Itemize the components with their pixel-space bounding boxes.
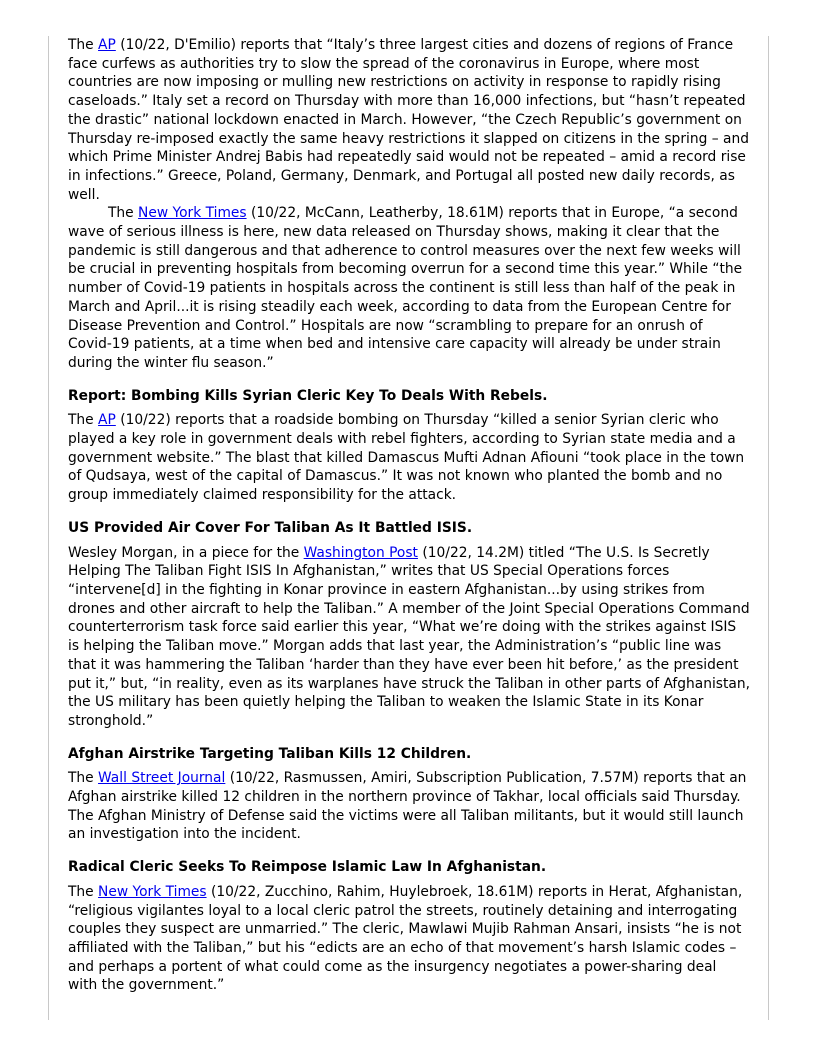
article-paragraph: The AP (10/22, D'Emilio) reports that “Italy’s three largest cities and dozens of regions of France face curfews as authorities try to slow the spread of the coronavirus in Europe, where most countries are now imposing or mulling new restrictions on activity in response to rapidly rising caseloads.” Italy set a record on Thursday with more than 16,000 infections, but “hasn’t repeated the drastic” national lockdown enacted in March. However, “the Czech Republic’s government on Thursday re-imposed exactly the same heavy restrictions it slapped on citizens in the spring – and which Prime Minister Andrej Babis had repeatedly said would not be repeated – amid a record rise in infections.” Greece, Poland, Germany, Denmark, and Portugal all posted new daily records, as well. bbox=[68, 37, 749, 203]
source-link-ap[interactable]: AP bbox=[98, 412, 116, 429]
article-paragraph: The AP (10/22) reports that a roadside bombing on Thursday “killed a senior Syrian cleric who played a key role in government deals with rebel fighters, according to Syrian state media and a government website.” The blast that killed Damascus Mufti Adnan Afiouni “took place in the town of Qudsaya, west of the capital of Damascus.” It was not known who planted the bomb and no group immediately claimed responsibility for the attack. bbox=[68, 412, 745, 504]
article-headline: Radical Cleric Seeks To Reimpose Islamic Law In Afghanistan. bbox=[68, 859, 547, 876]
source-link-new-york-times[interactable]: New York Times bbox=[98, 883, 207, 900]
article-paragraph: The New York Times (10/22, Zucchino, Rahim, Huylebroek, 18.61M) reports in Herat, Afghanistan, “religious vigilantes loyal to a local cleric patrol the streets, routinely detaining and interrogating couples they suspect are unmarried.” The cleric, Mawlawi Mujib Rahman Ansari, insists “he is not affiliated with the Taliban,” but his “edicts are an echo of that movement’s harsh Islamic codes – and perhaps a portent of what could come as the insurgency negotiates a power-sharing deal with the government.” bbox=[68, 883, 743, 994]
source-link-new-york-times[interactable]: New York Times bbox=[138, 205, 247, 222]
document-body bbox=[68, 36, 750, 995]
article-paragraph: Wesley Morgan, in a piece for the Washington Post (10/22, 14.2M) titled “The U.S. Is Secretly Helping The Taliban Fight ISIS In Afghanistan,” writes that US Special Operations forces “intervene[d] in the fighting in Konar province in eastern Afghanistan...by using strikes from drones and other aircraft to help the Taliban.” A member of the Joint Special Operations Command counterterrorism task force said earlier this year, “What we’re doing with the strikes against ISIS is helping the Taliban move.” Morgan adds that last year, the Administration’s “public line was that it was hammering the Taliban ‘harder than they have ever been hit before,’ as the president put it,” but, “in reality, even as its warplanes have struck the Taliban in other parts of Afghanistan, the US military has been quietly helping the Taliban to weaken the Islamic State in its Konar stronghold.” bbox=[68, 544, 750, 729]
article-headline: Afghan Airstrike Targeting Taliban Kills 12 Children. bbox=[68, 745, 472, 762]
article-headline: Report: Bombing Kills Syrian Cleric Key To Deals With Rebels. bbox=[68, 387, 548, 404]
left-margin-rule bbox=[48, 36, 49, 1020]
article-paragraph: The New York Times (10/22, McCann, Leatherby, 18.61M) reports that in Europe, “a second wave of serious illness is here, new data released on Thursday shows, making it clear that the pandemic is still dangerous and that adherence to control measures over the next few weeks will be crucial in preventing hospitals from becoming overrun for a second time this year.” While “the number of Covid-19 patients in hospitals across the continent is still less than half of the peak in March and April...it is rising steadily each week, according to data from the European Centre for Disease Prevention and Control.” Hospitals are now “scrambling to prepare for an onrush of Covid-19 patients, at a time when bed and intensive care capacity will already be under strain during the winter flu season.” bbox=[68, 205, 743, 371]
source-link-ap[interactable]: AP bbox=[98, 37, 116, 53]
right-margin-rule bbox=[768, 36, 769, 1020]
source-link-wall-street-journal[interactable]: Wall Street Journal bbox=[98, 770, 226, 787]
article-paragraph: The Wall Street Journal (10/22, Rasmussen, Amiri, Subscription Publication, 7.57M) reports that an Afghan airstrike killed 12 children in the northern province of Takhar, local officials said Thursday. The Afghan Ministry of Defense said the victims were all Taliban militants, but it would still launch an investigation into the incident. bbox=[68, 770, 747, 843]
source-link-washington-post[interactable]: Washington Post bbox=[303, 544, 418, 561]
article-headline: US Provided Air Cover For Taliban As It Battled ISIS. bbox=[68, 519, 473, 536]
